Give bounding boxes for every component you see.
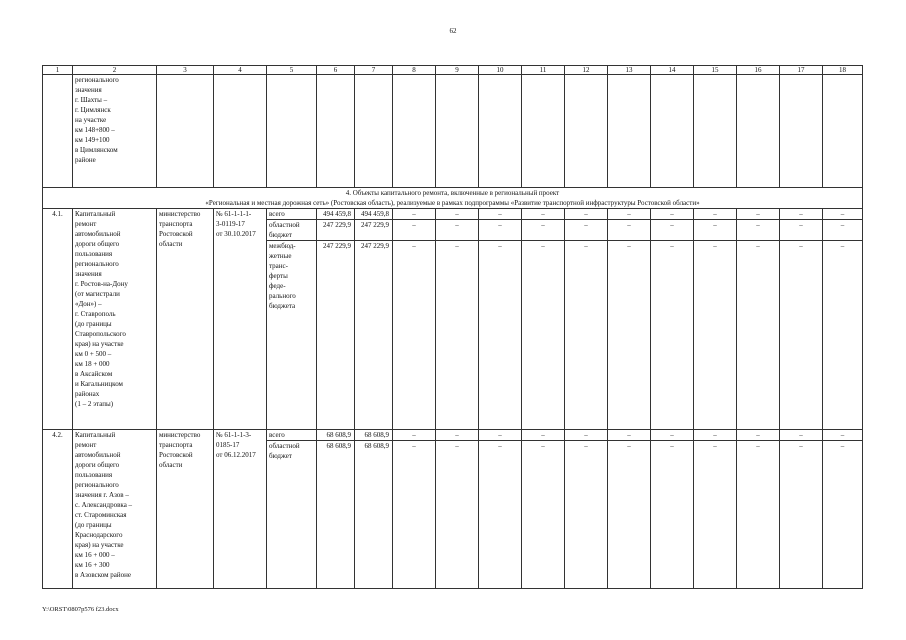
dash-cell: –: [393, 209, 436, 220]
dash-cell: –: [565, 241, 608, 430]
funding-source: всего: [267, 209, 317, 220]
dash-cell: –: [823, 241, 863, 430]
object-customer: министерство транспорта Ростовской области: [157, 430, 214, 589]
section-title: 4. Объекты капитального ремонта, включенные в региональный проект «Региональная и местная дорожная сеть» (Ростовская область), реализуемые в рамках подпрограммы «Развитие транспортной инфраструктуры Ростовской области»: [43, 188, 863, 209]
dash-cell: –: [479, 209, 522, 220]
funding-source: всего: [267, 430, 317, 441]
page-number: 62: [449, 27, 457, 35]
dash-cell: –: [694, 220, 737, 241]
dash-cell: –: [479, 430, 522, 441]
dash-cell: –: [823, 220, 863, 241]
dash-cell: –: [436, 441, 479, 589]
continuation-name-cell: регионального значения г. Шахты – г. Цимлянск на участке км 148+800 – км 149+100 в Цимлянском районе: [73, 75, 157, 188]
header-cell: 2: [73, 66, 157, 75]
dash-cell: –: [780, 209, 823, 220]
dash-cell: –: [479, 441, 522, 589]
header-cell: 11: [522, 66, 565, 75]
header-cell: 5: [267, 66, 317, 75]
header-cell: 1: [43, 66, 73, 75]
object-row: [43, 430, 863, 441]
amount-cell: 247 229,9: [317, 241, 355, 430]
header-cell: 16: [737, 66, 780, 75]
dash-cell: –: [651, 430, 694, 441]
header-row: [43, 66, 863, 75]
dash-cell: –: [393, 441, 436, 589]
object-document: № 61-1-1-3- 0185-17 от 06.12.2017: [214, 430, 267, 589]
amount-cell: 68 608,9: [317, 441, 355, 589]
object-number: 4.2.: [43, 430, 73, 589]
funding-source: областной бюджет: [267, 220, 317, 241]
dash-cell: –: [393, 220, 436, 241]
dash-cell: –: [737, 220, 780, 241]
dash-cell: –: [393, 241, 436, 430]
dash-cell: –: [651, 209, 694, 220]
funding-source: межбюд- жетные транс- ферты феде- рального бюджета: [267, 241, 317, 430]
amount-cell: 68 608,9: [317, 430, 355, 441]
dash-cell: –: [608, 441, 651, 589]
table-body: [43, 66, 863, 589]
header-cell: 14: [651, 66, 694, 75]
dash-cell: –: [393, 430, 436, 441]
dash-cell: –: [780, 430, 823, 441]
dash-cell: –: [694, 241, 737, 430]
dash-cell: –: [780, 241, 823, 430]
header-cell: 10: [479, 66, 522, 75]
dash-cell: –: [522, 430, 565, 441]
object-number: 4.1.: [43, 209, 73, 430]
file-path-footer: Y:\ORST\0807p576 f23.docx: [42, 606, 119, 613]
header-cell: 13: [608, 66, 651, 75]
header-cell: 7: [355, 66, 393, 75]
section-row: [43, 188, 863, 209]
amount-cell: 247 229,9: [355, 220, 393, 241]
dash-cell: –: [651, 441, 694, 589]
dash-cell: –: [479, 241, 522, 430]
object-name: Капитальный ремонт автомобильной дороги общего пользования регионального значения г. Ростов-на-Дону (от магистрали «Дон») – г. Ставрополь (до границы Ставропольского края) на участке км 0 + 500 – км 18 + 000 в Аксайском и Кагальницком районах (1 – 2 этапы): [73, 209, 157, 430]
dash-cell: –: [436, 209, 479, 220]
dash-cell: –: [436, 430, 479, 441]
dash-cell: –: [780, 441, 823, 589]
header-cell: 12: [565, 66, 608, 75]
dash-cell: –: [565, 441, 608, 589]
dash-cell: –: [522, 209, 565, 220]
dash-cell: –: [823, 441, 863, 589]
dash-cell: –: [565, 209, 608, 220]
header-cell: 4: [214, 66, 267, 75]
amount-cell: 494 459,8: [317, 209, 355, 220]
amount-cell: 68 608,9: [355, 441, 393, 589]
data-table: [42, 65, 863, 589]
object-row: [43, 209, 863, 220]
amount-cell: 247 229,9: [317, 220, 355, 241]
dash-cell: –: [608, 241, 651, 430]
dash-cell: –: [608, 430, 651, 441]
dash-cell: –: [737, 209, 780, 220]
dash-cell: –: [694, 441, 737, 589]
dash-cell: –: [694, 209, 737, 220]
header-cell: 15: [694, 66, 737, 75]
amount-cell: 494 459,8: [355, 209, 393, 220]
dash-cell: –: [737, 441, 780, 589]
header-cell: 3: [157, 66, 214, 75]
header-cell: 8: [393, 66, 436, 75]
dash-cell: –: [522, 441, 565, 589]
dash-cell: –: [436, 241, 479, 430]
dash-cell: –: [780, 220, 823, 241]
dash-cell: –: [651, 241, 694, 430]
header-cell: 18: [823, 66, 863, 75]
dash-cell: –: [737, 430, 780, 441]
dash-cell: –: [823, 430, 863, 441]
object-document: № 61-1-1-1- 3-0119-17 от 30.10.2017: [214, 209, 267, 430]
dash-cell: –: [436, 220, 479, 241]
header-cell: 6: [317, 66, 355, 75]
object-customer: министерство транспорта Ростовской области: [157, 209, 214, 430]
dash-cell: –: [608, 209, 651, 220]
dash-cell: –: [522, 220, 565, 241]
dash-cell: –: [608, 220, 651, 241]
dash-cell: –: [565, 220, 608, 241]
dash-cell: –: [479, 220, 522, 241]
dash-cell: –: [823, 209, 863, 220]
object-name: Капитальный ремонт автомобильной дороги общего пользования регионального значения г. Азов – с. Александровка – ст. Староминская (до границы Краснодарского края) на участке км 16 + 000 – км 16 + 300 в Азовском районе: [73, 430, 157, 589]
header-cell: 17: [780, 66, 823, 75]
dash-cell: –: [651, 220, 694, 241]
continuation-row: [43, 75, 863, 188]
dash-cell: –: [694, 430, 737, 441]
header-cell: 9: [436, 66, 479, 75]
amount-cell: 68 608,9: [355, 430, 393, 441]
dash-cell: –: [565, 430, 608, 441]
dash-cell: –: [737, 241, 780, 430]
funding-source: областной бюджет: [267, 441, 317, 589]
dash-cell: –: [522, 241, 565, 430]
amount-cell: 247 229,9: [355, 241, 393, 430]
